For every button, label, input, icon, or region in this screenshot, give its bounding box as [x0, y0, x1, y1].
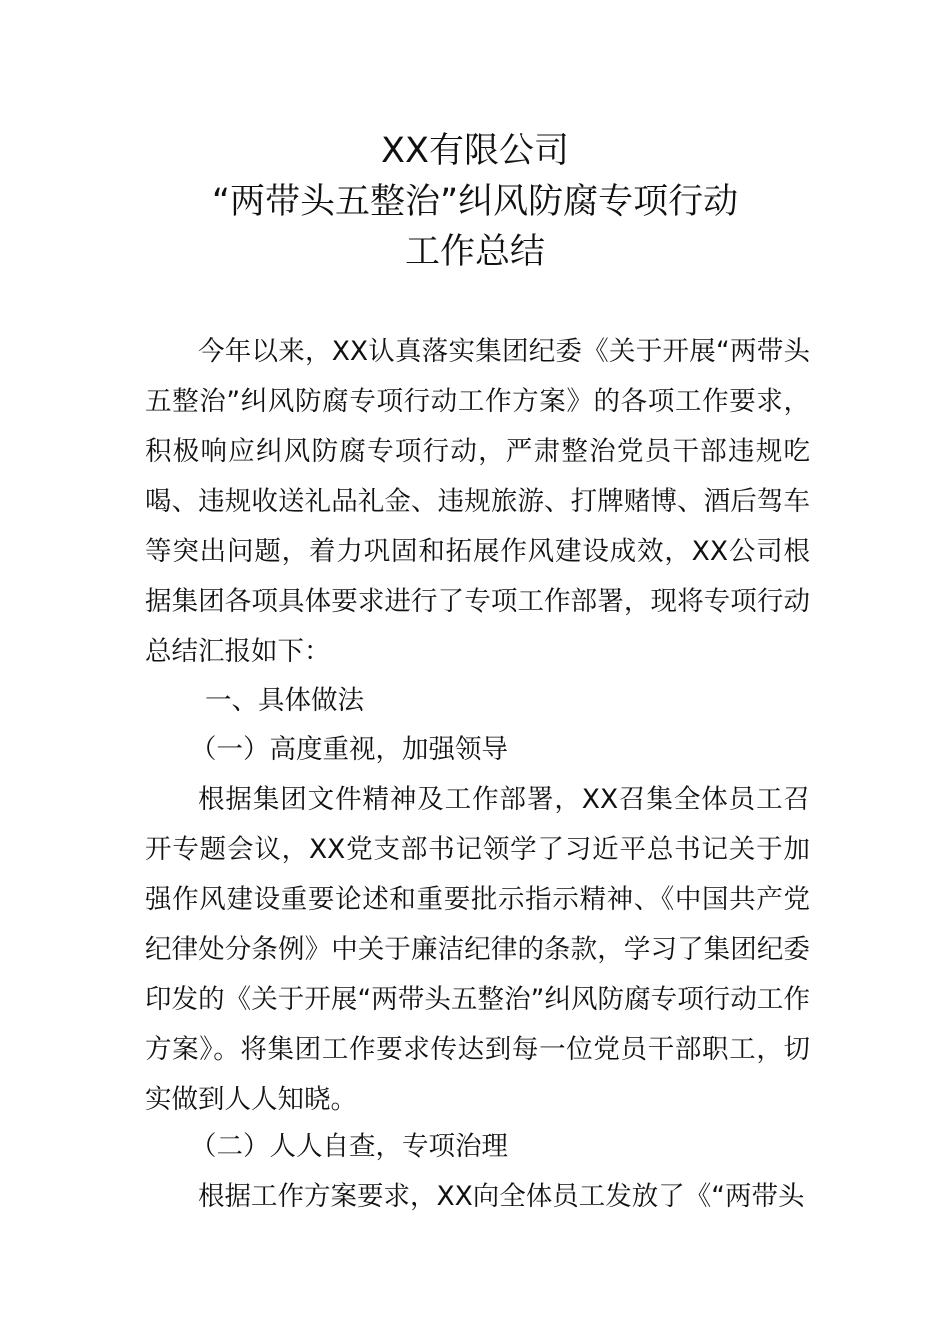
subsection-heading-self-inspection: （二）人人自查，专项治理 — [190, 1131, 508, 1162]
document-title-company: XX有限公司 — [381, 131, 569, 171]
self-inspection-paragraph: 根据工作方案要求，XX向全体员工发放了《“两带头 — [198, 1181, 805, 1212]
section-heading-specific-practices: 一、具体做法 — [205, 685, 364, 716]
subsection-heading-leadership: （一）高度重视，加强领导 — [190, 734, 508, 765]
document-title-summary: 工作总结 — [404, 232, 545, 272]
intro-paragraph: 今年以来，XX认真落实集团纪委《关于开展“两带头五整治”纠风防腐专项行动工作方案》的各项工作要求，积极响应纠风防腐专项行动，严肃整治党员干部违规吃喝、违规收送礼品礼金、违规旅游、打牌赌博、酒后驾车等突出问题，着力巩固和拓展作风建设成效，XX公司根据集团各项具体要求进行了专项工作部署，现将专项行动总结汇报如下： — [145, 336, 810, 667]
leadership-paragraph: 根据集团文件精神及工作部署，XX召集全体员工召开专题会议，XX党支部书记领学了习近平总书记关于加强作风建设重要论述和重要批示指示精神、《中国共产党纪律处分条例》中关于廉洁纪律的条款，学习了集团纪委印发的《关于开展“两带头五整治”纠风防腐专项行动工作方案》。将集团工作要求传达到每一位党员干部职工，切实做到人人知晓。 — [145, 784, 810, 1115]
document-title-campaign: “两带头五整治”纠风防腐专项行动 — [211, 182, 739, 222]
